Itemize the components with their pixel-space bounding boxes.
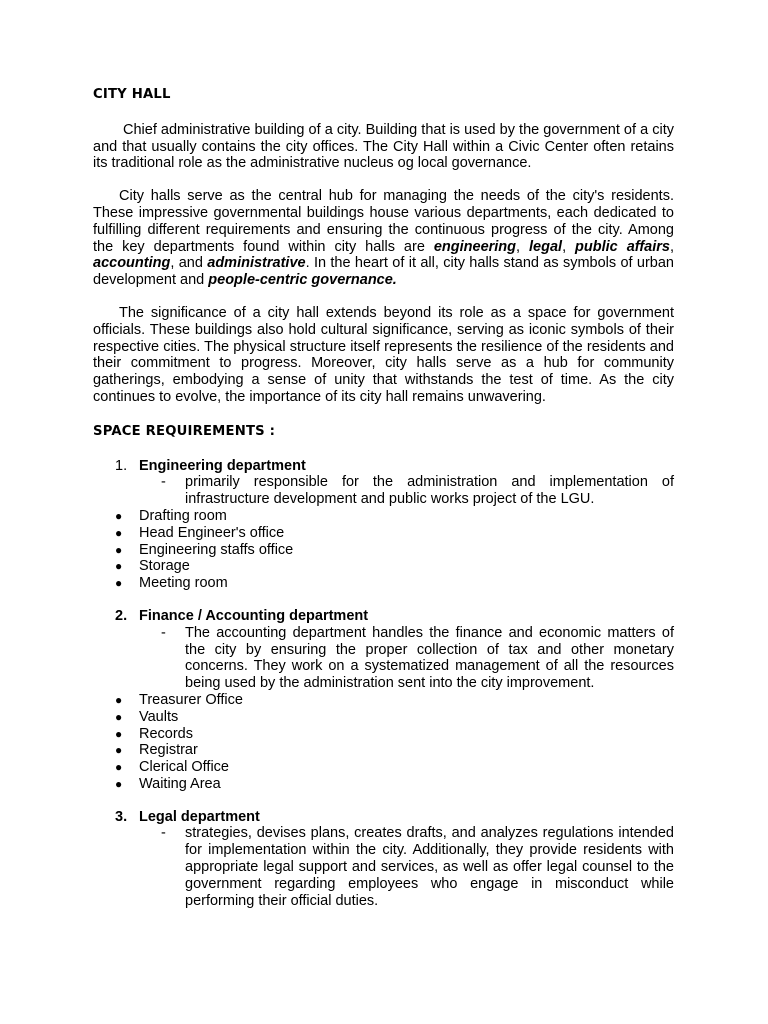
bullet-icon: ●	[115, 760, 123, 775]
department-heading	[93, 458, 674, 475]
department-name: Finance / Accounting department	[139, 607, 369, 624]
list-item	[93, 558, 674, 575]
list-item-text: Meeting room	[139, 575, 228, 592]
list-item-text: Waiting Area	[139, 775, 221, 792]
para2-sep-3: ,	[669, 238, 674, 255]
list-item	[93, 542, 674, 559]
bullet-icon: ●	[115, 726, 123, 741]
department-name: Legal department	[139, 808, 260, 825]
department-description	[93, 625, 674, 692]
bullet-icon: ●	[115, 525, 123, 540]
para2-text-1: City halls serve as the central hub for managing the needs of the city's residents. These impressive governmental buildings house various departments, each dedicated to fulfilling different requirements and ensuring the continuous progress of the city. Among the key departments found within city halls are	[93, 188, 674, 255]
department-description	[93, 474, 674, 508]
para2-sep-2: ,	[562, 238, 576, 255]
list-item	[93, 776, 674, 793]
description-text: The accounting department handles the finance and economic matters of the city by ensuring the proper collection of tax and other monetary concerns. They work on a systematized management of all the resources being used by the administration sent into the city improvement.	[185, 624, 674, 692]
bullet-icon: ●	[115, 709, 123, 724]
significance-paragraph: The significance of a city hall extends beyond its role as a space for government officials. These buildings also hold cultural significance, serving as iconic symbols of their respective cities. The physical structure itself represents the resilience of the residents and their commitment to progress. Moreover, city halls serve as a hub for community gatherings, embodying a sense of unity that withstands the test of time. As the city continues to evolve, the importance of its city hall remains unwavering.	[93, 304, 674, 405]
bullet-icon: ●	[115, 692, 123, 707]
list-item-text: Vaults	[139, 708, 179, 725]
description-text: strategies, devises plans, creates drafts, and analyzes regulations intended for implementation within the city. Additionally, they provide residents with appropriate legal support and services, as well as offer legal counsel to the government regarding employees who engage in misconduct while performing their official duties.	[185, 825, 674, 909]
para2-sep-1: ,	[516, 238, 530, 255]
keyword-accounting: accounting	[93, 255, 171, 272]
space-list	[93, 692, 674, 793]
list-item-text: Registrar	[139, 742, 198, 759]
para2-sep-4: , and	[170, 255, 208, 272]
list-item-text: Engineering staffs office	[139, 541, 294, 558]
list-item-text: Head Engineer's office	[139, 524, 285, 541]
department-number: 2.	[115, 607, 128, 624]
document-body	[93, 87, 674, 909]
keyword-engineering: engineering	[433, 238, 517, 255]
department-heading	[93, 608, 674, 625]
bullet-icon: ●	[115, 559, 123, 574]
list-item	[93, 726, 674, 743]
keyword-people-centric: people-centric governance.	[208, 272, 397, 289]
bullet-icon: ●	[115, 542, 123, 557]
department-name: Engineering department	[139, 457, 306, 474]
list-item	[93, 575, 674, 592]
bullet-icon: ●	[115, 576, 123, 591]
dash-marker: -	[161, 624, 166, 641]
para2-text-2: . In the heart of it all, city halls stand as symbols of urban development and	[93, 255, 675, 289]
list-item	[93, 508, 674, 525]
list-item-text: Treasurer Office	[139, 691, 243, 708]
departments-paragraph	[93, 188, 674, 289]
list-item-text: Drafting room	[139, 507, 227, 524]
department-description	[93, 825, 674, 909]
bullet-icon: ●	[115, 776, 123, 791]
list-item	[93, 525, 674, 542]
list-item-text: Records	[139, 725, 193, 742]
dash-marker: -	[161, 825, 166, 842]
keyword-administrative: administrative	[207, 255, 306, 272]
bullet-icon: ●	[115, 508, 123, 523]
space-requirements-heading: SPACE REQUIREMENTS :	[93, 423, 276, 439]
intro-paragraph: Chief administrative building of a city. Building that is used by the government of a city and that usually contains the city offices. The City Hall within a Civic Center often retains its traditional role as the administrative nucleus og local governance.	[93, 121, 674, 172]
dash-marker: -	[161, 474, 166, 491]
department-number: 1.	[115, 457, 128, 474]
list-item	[93, 692, 674, 709]
department-number: 3.	[115, 808, 128, 825]
list-item-text: Clerical Office	[139, 759, 229, 776]
keyword-public-affairs: public affairs	[575, 238, 670, 255]
list-item	[93, 742, 674, 759]
department-heading	[93, 809, 674, 826]
list-item-text: Storage	[139, 558, 190, 575]
list-item	[93, 709, 674, 726]
description-text: primarily responsible for the administration and implementation of infrastructure development and public works project of the LGU.	[185, 474, 674, 508]
bullet-icon: ●	[115, 743, 123, 758]
list-item	[93, 759, 674, 776]
space-list	[93, 508, 674, 592]
page-title: CITY HALL	[93, 87, 171, 102]
keyword-legal: legal	[529, 238, 563, 255]
